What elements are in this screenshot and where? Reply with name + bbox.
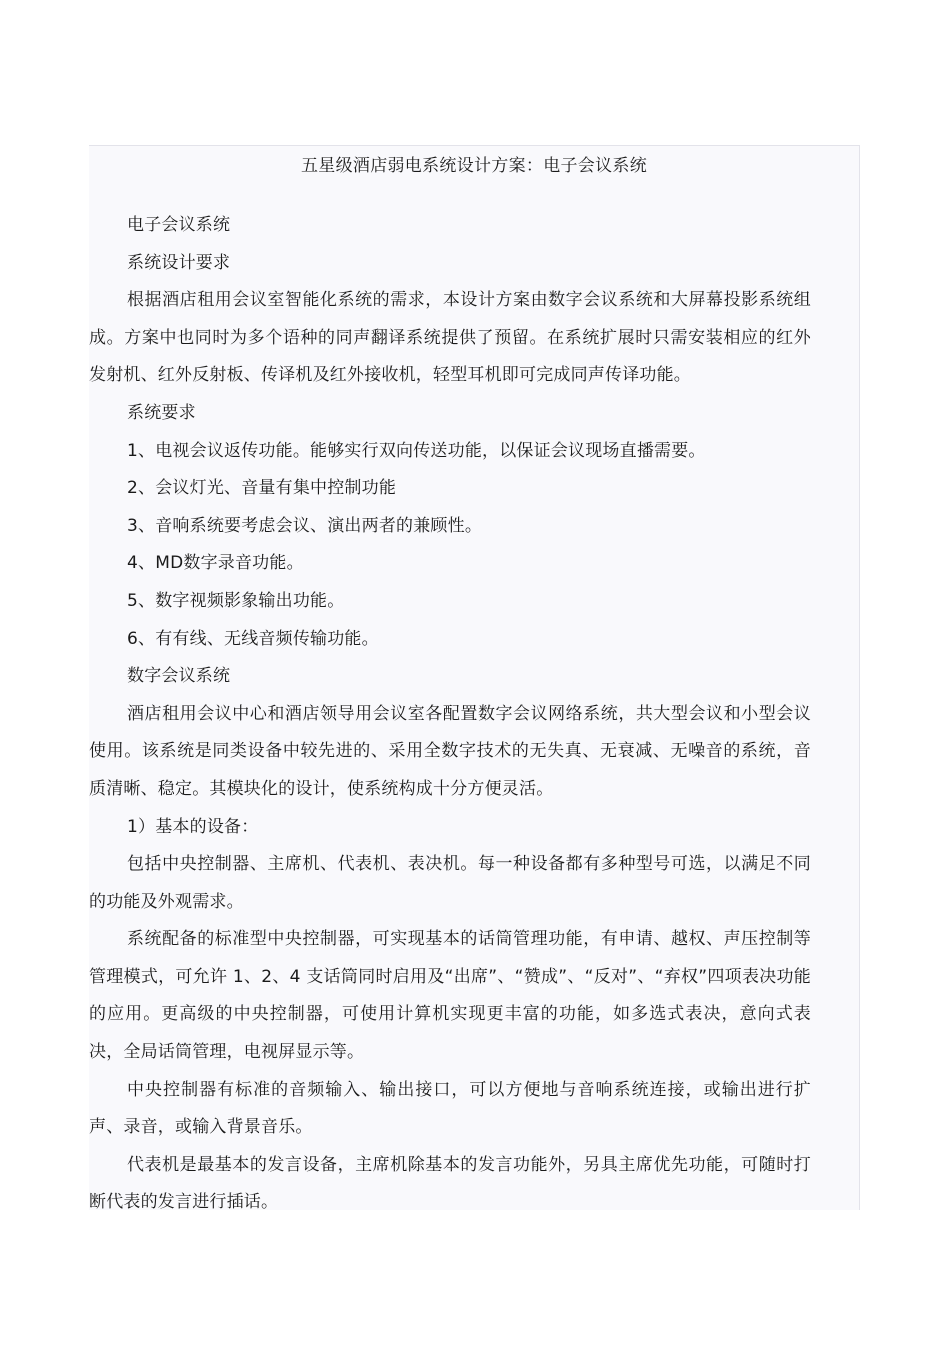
section-heading: 系统要求: [127, 402, 196, 423]
body-paragraph: 代表机是最基本的发言设备，主席机除基本的发言功能外，另具主席优先功能，可随时打断代表的发言进行插话。: [89, 1154, 811, 1213]
body-paragraph: 系统配备的标准型中央控制器，可实现基本的话筒管理功能，有申请、越权、声压控制等管理模式，可允许 1、2、4 支话筒同时启用及“出席”、“赞成”、“反对”、“弃权”四项表决功能的应用。更高级的中央控制器，可使用计算机实现更丰富的功能，如多选式表决，意向式表决，全局话筒管理，电视屏显示等。: [89, 929, 811, 1063]
section-heading: 数字会议系统: [127, 666, 231, 687]
body-paragraph: 酒店租用会议中心和酒店领导用会议室各配置数字会议网络系统，共大型会议和小型会议使用。该系统是同类设备中较先进的、采用全数字技术的无失真、无衰减、无噪音的系统，音质清晰、稳定。其模块化的设计，使系统构成十分方便灵活。: [89, 703, 811, 799]
list-item: 2、会议灯光、音量有集中控制功能: [127, 478, 397, 499]
section-heading: 电子会议系统: [127, 215, 231, 235]
list-item: 6、有有线、无线音频传输功能。: [127, 628, 379, 649]
list-item: 3、音响系统要考虑会议、演出两者的兼顾性。: [127, 515, 483, 536]
body-paragraph: 包括中央控制器、主席机、代表机、表决机。每一种设备都有多种型号可选，以满足不同的功能及外观需求。: [89, 854, 811, 912]
body-paragraph: 根据酒店租用会议室智能化系统的需求，本设计方案由数字会议系统和大屏幕投影系统组成。方案中也同时为多个语种的同声翻译系统提供了预留。在系统扩展时只需安装相应的红外发射机、红外反射板、传译机及红外接收机，轻型耳机即可完成同声传译功能。: [89, 290, 811, 386]
document-title: 五星级酒店弱电系统设计方案：电子会议系统: [301, 156, 647, 176]
body-paragraph: 中央控制器有标准的音频输入、输出接口，可以方便地与音响系统连接，或输出进行扩声、录音，或输入背景音乐。: [89, 1079, 811, 1138]
list-item: 1、电视会议返传功能。能够实行双向传送功能，以保证会议现场直播需要。: [127, 440, 706, 461]
subsection-heading: 1）基本的设备：: [127, 816, 259, 837]
list-item: 5、数字视频影象输出功能。: [127, 590, 345, 611]
list-item: 4、MD数字录音功能。: [127, 553, 304, 574]
document-body: [89, 207, 811, 1222]
document-page: [89, 145, 860, 1213]
section-heading: 系统设计要求: [127, 252, 231, 273]
